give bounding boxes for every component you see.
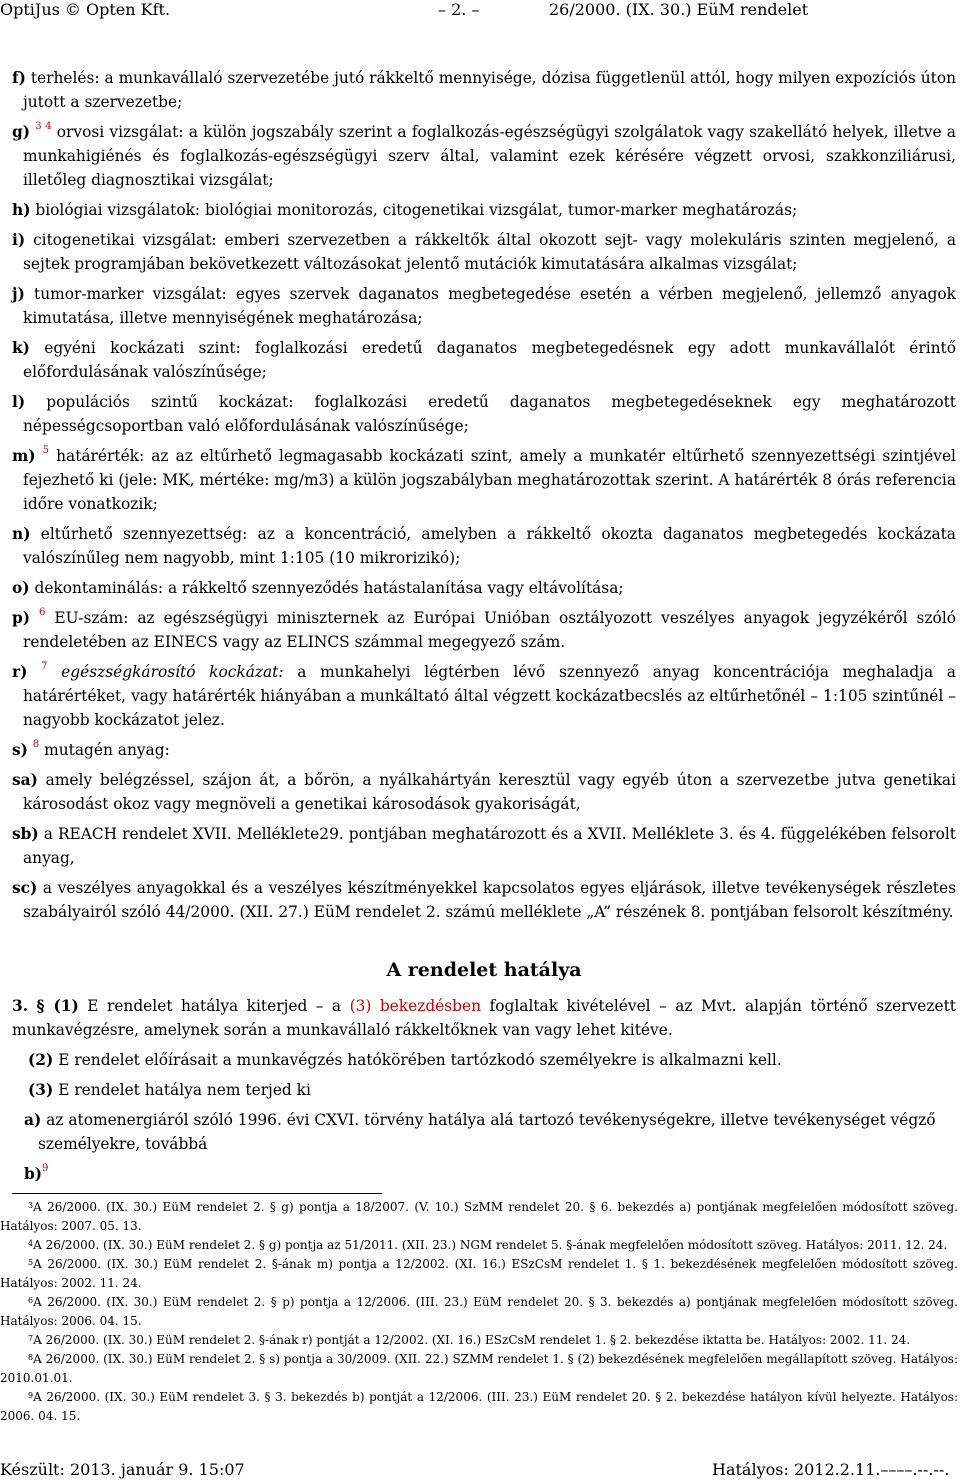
document-body — [12, 66, 956, 1192]
footnote-text: A 26/2000. (IX. 30.) EüM rendelet 3. § 3. bekezdés b) pontját a 12/2006. (III. 23.) EüM rendelet 20. § 2. bekezdése hatályon kívül helyezte. Hatályos: 2006. 04. 15. — [0, 1390, 958, 1423]
footnote-reference[interactable]: 7 — [41, 661, 48, 672]
definition-item — [12, 768, 956, 816]
definition-item — [12, 120, 956, 192]
item-label: l) — [12, 393, 26, 411]
footnote — [0, 1293, 958, 1331]
page-header — [0, 0, 960, 22]
paragraph-3-2 — [12, 1048, 956, 1072]
paragraph-label: (2) — [28, 1051, 54, 1069]
paragraph-text: E rendelet hatálya kiterjed – a — [87, 997, 342, 1015]
definition-item — [12, 66, 956, 114]
item-text: mutagén anyag: — [44, 741, 170, 759]
footnote-reference[interactable]: 3 4 — [35, 121, 52, 132]
item-label: s) — [12, 741, 28, 759]
paragraph-text: foglaltak kivételével – az Mvt. alapján történő szervezett munkavégzésre, amelynek során a munkavállaló rákkeltőknek van vagy lehet kitéve. — [12, 997, 956, 1039]
paragraph-3-3 — [12, 1078, 956, 1102]
footer-created: Készült: 2013. január 9. 15:07 — [0, 1460, 245, 1479]
point-label: a) — [24, 1111, 42, 1129]
item-text: amely belégzéssel, szájon át, a bőrön, a nyálkahártyán keresztül vagy egyéb úton a szervezetbe jutva genetikai károsodást okoz vagy megnöveli a genetikai károsodások gyakoriságát, — [23, 771, 956, 813]
definition-item — [12, 444, 956, 516]
item-text: citogenetikai vizsgálat: emberi szervezetben a rákkeltők által okozott sejt- vagy molekuláris szinten megjelenő, a sejtek programjában bekövetkezett változásokat jelentő mutációk kimutatására alkalmas vizsgálat; — [23, 231, 956, 273]
point-text: az atomenergiáról szóló 1996. évi CXVI. törvény hatálya alá tartozó tevékenységekre, illetve tevékenységet végző személyekre, továbbá — [38, 1111, 936, 1153]
item-label: m) — [12, 447, 36, 465]
paragraph-label: (3) — [28, 1081, 54, 1099]
item-term: egészségkárosító kockázat: — [61, 663, 284, 681]
item-label: f) — [12, 69, 26, 87]
footnote-reference[interactable]: 5 — [42, 445, 50, 456]
item-text: határérték: az az eltűrhető legmagasabb kockázati szint, amely a munkatér eltűrhető szennyezettségi szintjével fejezhető ki (jele: MK, mértéke: mg/m3) a külön jogszabályban meghatározottak szerint. A határérték 8 órás referencia időre vonatkozik; — [23, 447, 956, 513]
definition-item — [12, 738, 956, 762]
footnote-text: A 26/2000. (IX. 30.) EüM rendelet 2. § g) pontja az 51/2011. (XII. 23.) NGM rendelet 5. §-ának megfelelően módosított szöveg. Hatályos: 2011. 12. 24. — [33, 1238, 948, 1252]
item-label: sb) — [12, 825, 39, 843]
point-a — [12, 1108, 956, 1156]
footnote — [0, 1388, 958, 1426]
footnotes — [0, 1198, 958, 1426]
item-label: k) — [12, 339, 30, 357]
item-text: terhelés: a munkavállaló szervezetébe jutó rákkeltő mennyisége, dózisa függetlenül attól, hogy milyen expozíciós úton jutott a szervezetbe; — [23, 69, 956, 111]
section-number: 3. — [12, 997, 29, 1015]
paragraph-text: E rendelet előírásait a munkavégzés hatókörében tartózkodó személyekre is alkalmazni kell. — [58, 1051, 782, 1069]
footnote-reference[interactable]: 8 — [32, 739, 40, 750]
footnote-number: 8 — [28, 1353, 34, 1362]
item-text: orvosi vizsgálat: a külön jogszabály szerint a foglalkozás-egészségügyi szolgálatok vagy szakellátó helyek, illetve a munkahigiénés és foglalkozás-egészségügyi szerv által, valamint ezek kérésére végzett orvosi, szakkonziliárusi, illetőleg diagnosztikai vizsgálat; — [23, 123, 956, 189]
item-label: r) — [12, 663, 28, 681]
footnote-number: 7 — [28, 1334, 34, 1343]
footnote-text: A 26/2000. (IX. 30.) EüM rendelet 2. §-ának m) pontja a 12/2002. (XI. 16.) ESzCsM rendelet 1. § 1. bekezdésének megfelelően módosított szöveg. Hatályos: 2002. 11. 24. — [0, 1257, 958, 1290]
definition-item — [12, 390, 956, 438]
paragraph-label: § (1) — [36, 997, 79, 1015]
footnote-text: A 26/2000. (IX. 30.) EüM rendelet 2. § g) pontja a 18/2007. (V. 10.) SzMM rendelet 20. § 6. bekezdés a) pontjának megfelelően módosított szöveg. Hatályos: 2007. 05. 13. — [0, 1200, 958, 1233]
footnote-number: 5 — [28, 1258, 34, 1267]
item-label: n) — [12, 525, 31, 543]
item-text: a veszélyes anyagokkal és a veszélyes készítményekkel kapcsolatos egyes eljárások, illetve tevékenységek részletes szabályairól szóló 44/2000. (XII. 27.) EüM rendelet 2. számú melléklete „A” részének 8. pontjában felsorolt készítmény. — [23, 879, 956, 921]
definition-item — [12, 198, 956, 222]
item-label: g) — [12, 123, 31, 141]
point-b — [12, 1162, 956, 1186]
definition-item — [12, 282, 956, 330]
cross-reference-link[interactable]: (3) bekezdésben — [349, 997, 482, 1015]
definition-item — [12, 228, 956, 276]
footnote-divider — [12, 1193, 382, 1194]
footnote-text: A 26/2000. (IX. 30.) EüM rendelet 2. § p) pontja a 12/2006. (III. 23.) EüM rendelet 20. § 3. bekezdés a) pontjának megfelelően módosított szöveg. Hatályos: 2006. 04. 15. — [0, 1295, 958, 1328]
footnote-reference[interactable]: 9 — [42, 1163, 49, 1174]
item-text: tumor-marker vizsgálat: egyes szervek daganatos megbetegedése esetén a vérben megjelenő, jellemző anyagok kimutatása, illetve mennyiségének meghatározása; — [23, 285, 956, 327]
footnote — [0, 1236, 958, 1255]
footnote-reference[interactable]: 6 — [39, 607, 46, 618]
definition-item — [12, 660, 956, 732]
item-label: sa) — [12, 771, 38, 789]
item-label: h) — [12, 201, 31, 219]
item-label: o) — [12, 579, 30, 597]
footnote-number: 9 — [28, 1391, 34, 1400]
definition-item — [12, 606, 956, 654]
item-text: EU-szám: az egészségügyi miniszternek az Európai Unióban osztályozott veszélyes anyagok jegyzékéről szóló rendeletében az EINECS vagy az ELINCS számmal megegyező szám. — [23, 609, 957, 651]
definition-item — [12, 822, 956, 870]
item-label: p) — [12, 609, 31, 627]
definition-list — [12, 66, 956, 924]
definition-item — [12, 876, 956, 924]
point-label: b) — [24, 1165, 43, 1183]
item-text: a REACH rendelet XVII. Melléklete29. pontjában meghatározott és a XVII. Melléklete 3. és 4. függelékében felsorolt anyag, — [23, 825, 956, 867]
item-label: sc) — [12, 879, 38, 897]
item-text: dekontaminálás: a rákkeltő szennyeződés hatástalanítása vagy eltávolítása; — [34, 579, 624, 597]
definition-item — [12, 336, 956, 384]
item-text: populációs szintű kockázat: foglalkozási eredetű daganatos megbetegedéseknek egy meghatározott népességcsoportban való előfordulásának valószínűsége; — [23, 393, 956, 435]
footnote — [0, 1255, 958, 1293]
item-text: eltűrhető szennyezettség: az a koncentráció, amelyben a rákkeltő okozta daganatos megbetegedés kockázata valószínűleg nem nagyobb, mint 1:105 (10 mikrorizikó); — [23, 525, 956, 567]
item-text: a munkahelyi légtérben lévő szennyező anyag koncentrációja meghaladja a határértéket, vagy határérték hiányában a munkáltató által végzett kockázatbecslés az eltűrhetőnél – 1:105 szintűnél – nagyobb kockázatot jelez. — [23, 663, 956, 729]
footnote — [0, 1198, 958, 1236]
footnote-number: 6 — [28, 1296, 34, 1305]
item-text: egyéni kockázati szint: foglalkozási eredetű daganatos megbetegedésnek egy adott munkavállalót érintő előfordulásának valószínűsége; — [23, 339, 956, 381]
footnote-text: A 26/2000. (IX. 30.) EüM rendelet 2. § s) pontja a 30/2009. (XII. 22.) SZMM rendelet 1. § (2) bekezdésének megfelelően megállapított szöveg. Hatályos: 2010.01.01. — [0, 1352, 958, 1385]
footer-effective: Hatályos: 2012.2.11.––––.--.--. — [712, 1460, 950, 1479]
item-label: i) — [12, 231, 26, 249]
header-page-number: – 2. – — [438, 0, 480, 19]
definition-item — [12, 576, 956, 600]
paragraph-3-1 — [12, 994, 956, 1042]
footnote-text: A 26/2000. (IX. 30.) EüM rendelet 2. §-ának r) pontját a 12/2002. (XI. 16.) ESzCsM rendelet 1. § 2. bekezdése iktatta be. Hatályos: 2002. 11. 24. — [33, 1333, 911, 1347]
paragraph-text: E rendelet hatálya nem terjed ki — [58, 1081, 311, 1099]
item-text: biológiai vizsgálatok: biológiai monitorozás, citogenetikai vizsgálat, tumor-marker meghatározás; — [35, 201, 798, 219]
footnote-number: 3 — [28, 1201, 34, 1210]
footnote — [0, 1350, 958, 1388]
definition-item — [12, 522, 956, 570]
section-title: A rendelet hatálya — [386, 959, 582, 981]
footnote — [0, 1331, 958, 1350]
header-publisher: OptiJus © Opten Kft. — [0, 0, 171, 19]
item-label: j) — [12, 285, 25, 303]
header-document-title: 26/2000. (IX. 30.) EüM rendelet — [549, 0, 809, 19]
footnote-number: 4 — [28, 1239, 34, 1248]
